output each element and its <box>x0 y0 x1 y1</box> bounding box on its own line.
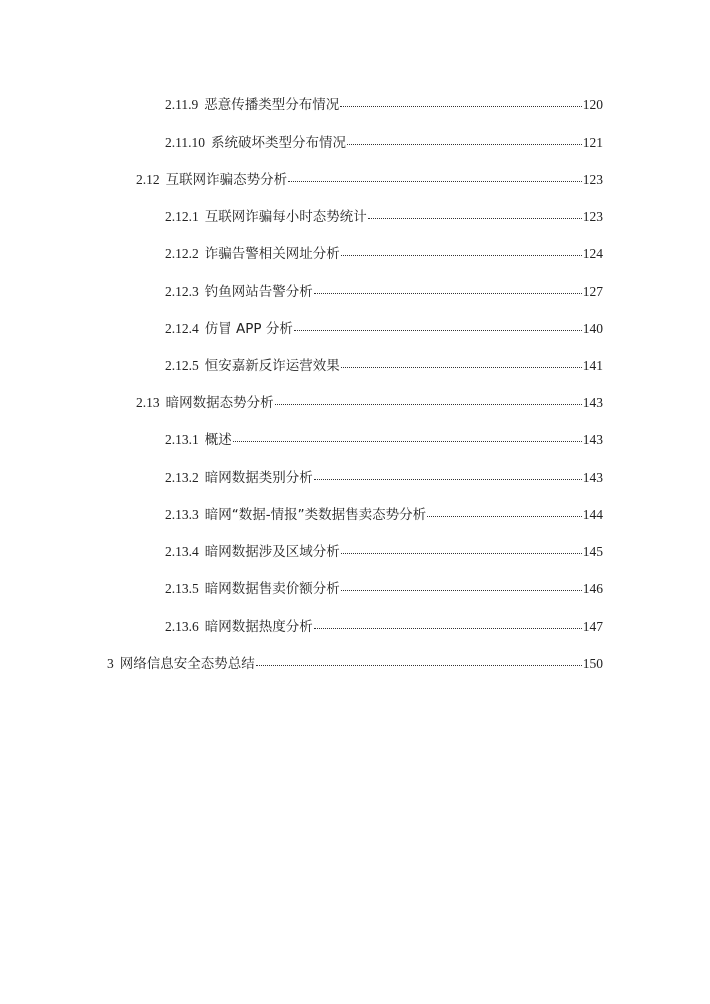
toc-entry-number: 2.13.2 <box>165 470 199 485</box>
toc-dot-leader <box>314 293 582 294</box>
toc-entry-title: 诈骗告警相关网址分析 <box>204 246 340 262</box>
toc-entry-page: 147 <box>582 619 603 634</box>
toc-entry-2-13-3[interactable] <box>165 505 603 525</box>
toc-entry-number: 2.13.4 <box>165 544 199 559</box>
toc-entry-title: 概述 <box>204 432 232 448</box>
toc-entry-page: 124 <box>582 246 603 261</box>
toc-dot-leader <box>314 479 582 480</box>
toc-entry-page: 143 <box>582 470 603 485</box>
toc-entry-title: 暗网数据态势分析 <box>165 395 274 411</box>
toc-entry-title: 暗网数据热度分析 <box>204 619 313 635</box>
toc-entry-page: 144 <box>582 507 603 522</box>
toc-dot-leader <box>341 553 582 554</box>
toc-entry-page: 145 <box>582 544 603 559</box>
toc-entry-number: 2.12.1 <box>165 209 199 224</box>
toc-entry-2-13-6[interactable] <box>165 617 603 637</box>
toc-entry-title: 钓鱼网站告警分析 <box>204 284 313 300</box>
toc-entry-page: 141 <box>582 358 603 373</box>
toc-entry-number: 2.13.6 <box>165 619 199 634</box>
toc-entry-title: 暗网数据类别分析 <box>204 470 313 486</box>
toc-entry-title: 系统破坏类型分布情况 <box>211 135 346 151</box>
toc-entry-2-12-1[interactable] <box>165 207 603 227</box>
toc-entry-page: 123 <box>582 209 603 224</box>
toc-dot-leader <box>233 441 582 442</box>
toc-dot-leader <box>288 181 582 182</box>
toc-entry-page: 120 <box>582 97 603 112</box>
toc-entry-number: 2.11.9 <box>165 97 199 112</box>
toc-entry-2-12-4[interactable] <box>165 319 603 339</box>
toc-entry-title: 暗网数据涉及区域分析 <box>204 544 340 560</box>
toc-entry-page: 127 <box>582 284 603 299</box>
toc-entry-3[interactable] <box>107 654 603 674</box>
toc-entry-title: 恶意传播类型分布情况 <box>204 97 340 113</box>
toc-entry-2-12-3[interactable] <box>165 282 603 302</box>
toc-entry-number: 2.12.3 <box>165 284 199 299</box>
toc-dot-leader <box>368 218 582 219</box>
toc-entry-number: 2.11.10 <box>165 135 205 150</box>
toc-entry-page: 146 <box>582 581 603 596</box>
toc-entry-2-13-2[interactable] <box>165 468 603 488</box>
toc-entry-title: 网络信息安全态势总结 <box>119 656 255 672</box>
toc-entry-title: 互联网诈骗每小时态势统计 <box>204 209 367 225</box>
toc-dot-leader <box>275 404 582 405</box>
toc-entry-2-13-1[interactable] <box>165 430 603 450</box>
toc-entry-number: 2.13.5 <box>165 581 199 596</box>
toc-entry-2-12[interactable] <box>136 170 603 190</box>
toc-dot-leader <box>347 144 582 145</box>
toc-entry-2-12-2[interactable] <box>165 244 603 264</box>
toc-entry-title: 恒安嘉新反诈运营效果 <box>204 358 340 374</box>
toc-entry-number: 2.12 <box>136 172 160 187</box>
toc-dot-leader <box>427 516 582 517</box>
toc-entry-title: 暗网“数据-情报”类数据售卖态势分析 <box>204 507 427 523</box>
toc-entry-page: 143 <box>582 395 603 410</box>
toc-entry-title: 仿冒 APP 分析 <box>204 321 293 337</box>
toc-dot-leader <box>314 628 582 629</box>
toc-dot-leader <box>341 367 582 368</box>
toc-entry-2-13-5[interactable] <box>165 579 603 599</box>
toc-entry-number: 2.12.4 <box>165 321 199 336</box>
toc-entry-page: 143 <box>582 432 603 447</box>
toc-entry-title: 暗网数据售卖价额分析 <box>204 581 340 597</box>
toc-entry-title: 互联网诈骗态势分析 <box>165 172 288 188</box>
toc-entry-page: 140 <box>582 321 603 336</box>
toc-entry-2-11-9[interactable] <box>165 95 603 115</box>
toc-dot-leader <box>341 255 582 256</box>
toc-dot-leader <box>341 590 582 591</box>
toc-dot-leader <box>256 665 582 666</box>
toc-dot-leader <box>340 106 582 107</box>
toc-entry-number: 2.13.3 <box>165 507 199 522</box>
toc-entry-number: 3 <box>107 656 114 671</box>
toc-entry-number: 2.13 <box>136 395 160 410</box>
toc-entry-page: 121 <box>582 135 603 150</box>
toc-entry-2-13-4[interactable] <box>165 542 603 562</box>
toc-entry-number: 2.12.2 <box>165 246 199 261</box>
toc-entry-2-12-5[interactable] <box>165 356 603 376</box>
toc-entry-number: 2.13.1 <box>165 432 199 447</box>
toc-entry-page: 150 <box>582 656 603 671</box>
toc-entry-2-13[interactable] <box>136 393 603 413</box>
toc-entry-2-11-10[interactable] <box>165 133 603 153</box>
toc-dot-leader <box>294 330 582 331</box>
toc-entry-number: 2.12.5 <box>165 358 199 373</box>
toc-entry-page: 123 <box>582 172 603 187</box>
